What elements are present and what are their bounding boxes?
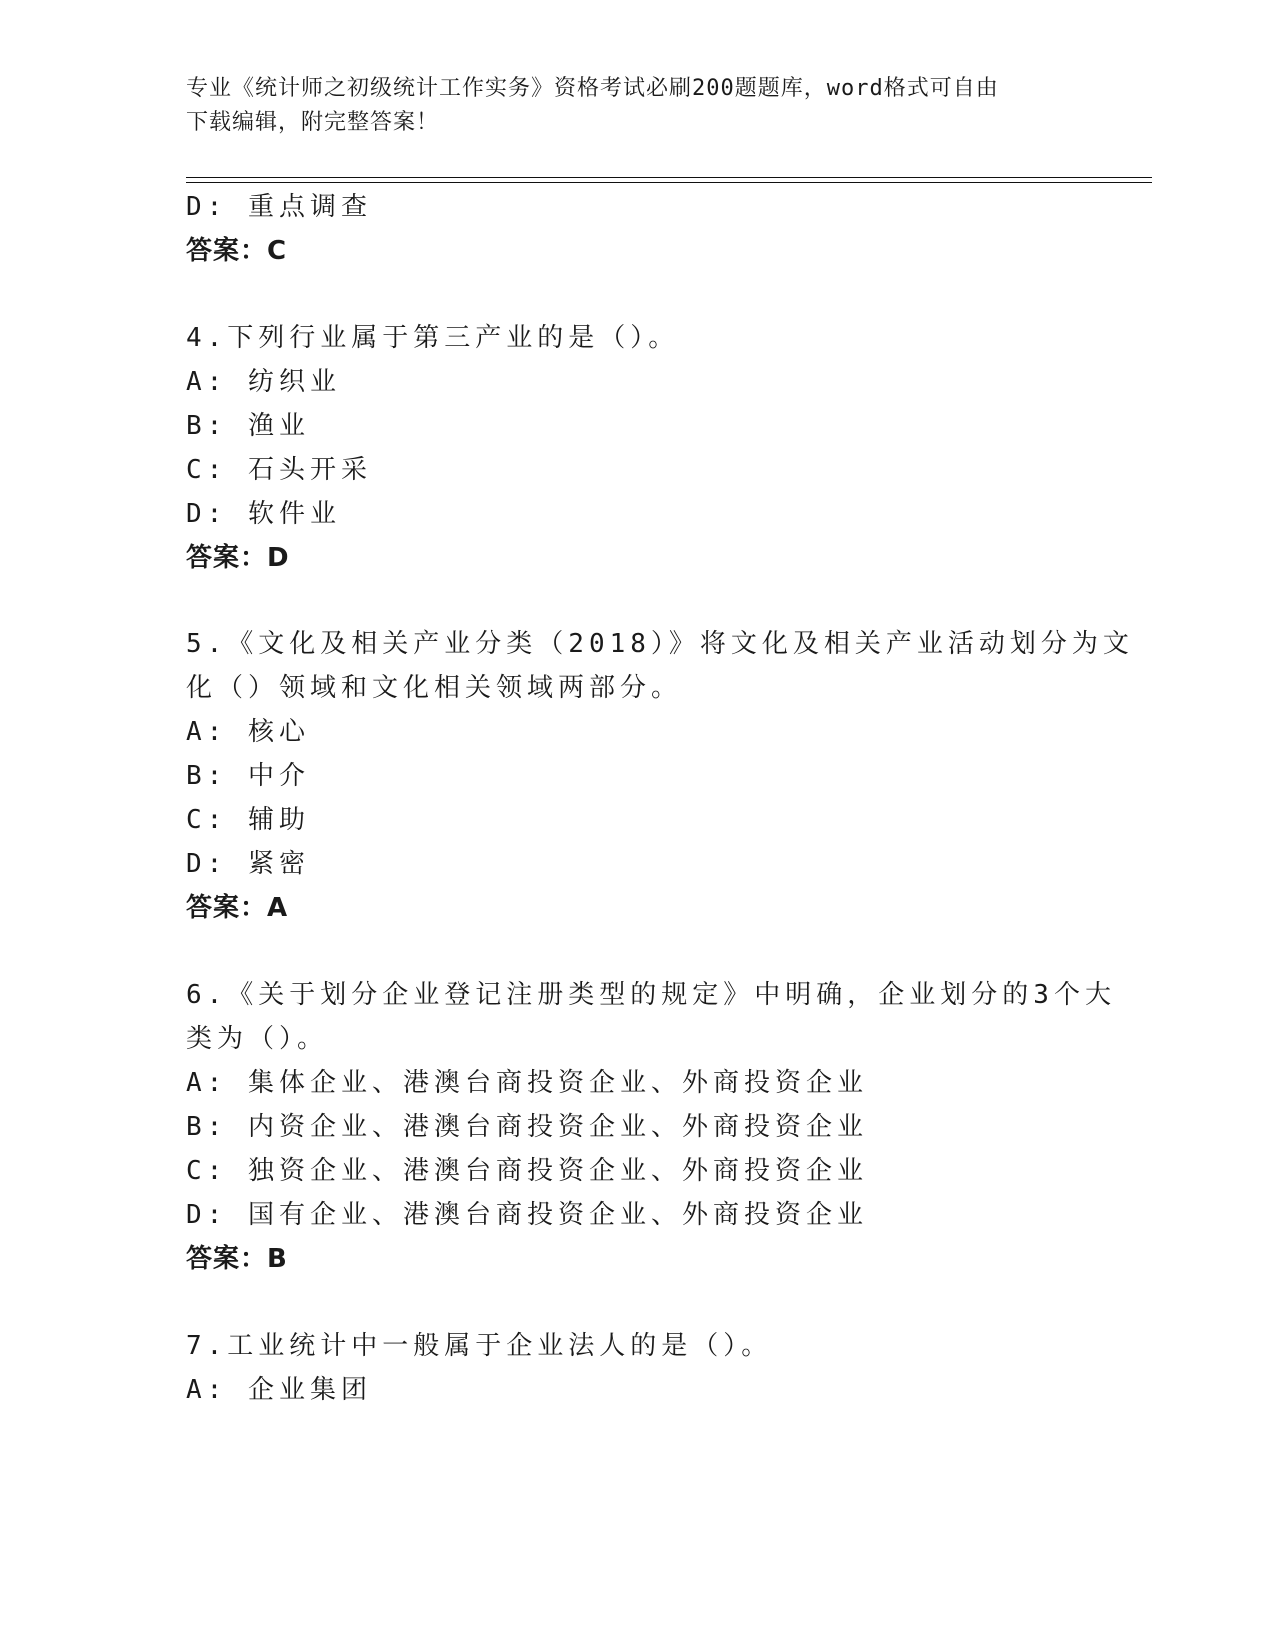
header-line-1: 专业《统计师之初级统计工作实务》资格考试必刷200题题库，word格式可自由 (186, 76, 999, 101)
option-line: C: 辅助 (186, 805, 310, 835)
option-line: B: 渔业 (186, 411, 310, 441)
question-line: 7.工业统计中一般属于企业法人的是（）。 (186, 1331, 773, 1361)
answer-line: 答案：B (186, 1244, 288, 1274)
answer-line: 答案：A (186, 893, 289, 923)
option-line: D: 软件业 (186, 499, 341, 529)
option-line: A: 核心 (186, 717, 310, 747)
option-line: C: 独资企业、港澳台商投资企业、外商投资企业 (186, 1156, 868, 1186)
header-line-2: 下载编辑，附完整答案！ (186, 110, 440, 135)
option-line: A: 集体企业、港澳台商投资企业、外商投资企业 (186, 1068, 868, 1098)
option-line: D: 重点调查 (186, 192, 372, 222)
option-line: B: 内资企业、港澳台商投资企业、外商投资企业 (186, 1112, 868, 1142)
question-line: 化（）领域和文化相关领域两部分。 (186, 673, 683, 703)
question-line: 类为（）。 (186, 1024, 329, 1054)
document-header (186, 72, 1066, 140)
answer-line: 答案：D (186, 543, 290, 573)
header-divider-bottom (186, 182, 1152, 183)
option-line: B: 中介 (186, 761, 310, 791)
option-line: D: 国有企业、港澳台商投资企业、外商投资企业 (186, 1200, 868, 1230)
question-line: 6.《关于划分企业登记注册类型的规定》中明确，企业划分的3个大 (186, 980, 1116, 1010)
option-line: A: 企业集团 (186, 1375, 372, 1405)
option-line: C: 石头开采 (186, 455, 372, 485)
option-line: D: 紧密 (186, 849, 310, 879)
header-divider-top (186, 177, 1152, 178)
option-line: A: 纺织业 (186, 367, 341, 397)
answer-line: 答案：C (186, 236, 288, 266)
question-line: 4.下列行业属于第三产业的是（）。 (186, 323, 680, 353)
question-line: 5.《文化及相关产业分类（2018）》将文化及相关产业活动划分为文 (186, 629, 1134, 659)
